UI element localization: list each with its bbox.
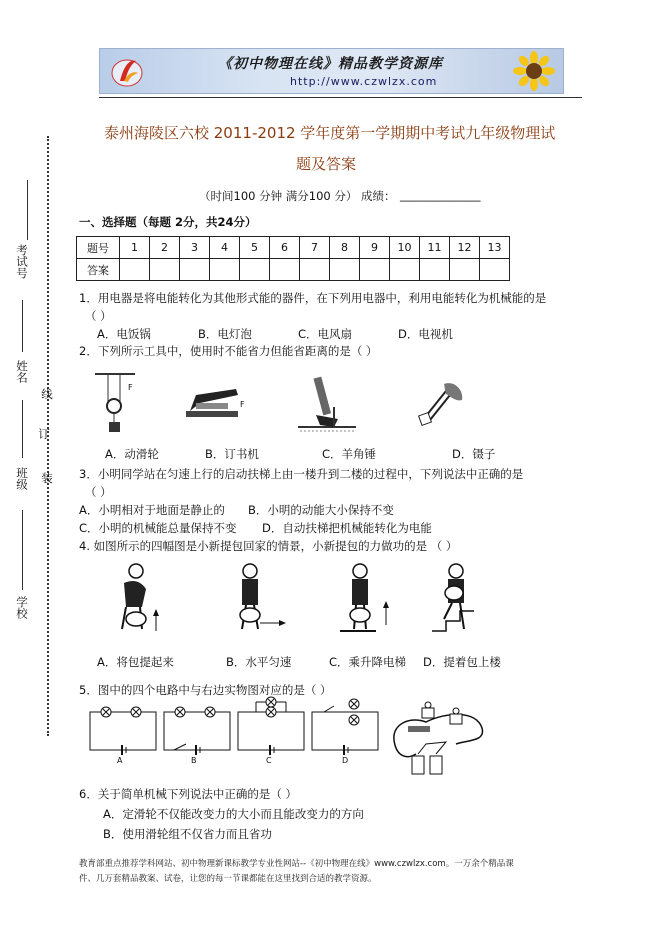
q3-option-b: B．小明的动能大小保持不变 [248,503,394,517]
q3-option-c: C．小明的机械能总量保持不变 [79,521,237,535]
score-blank: ______________ [400,188,481,202]
table-cell-number: 5 [240,237,270,259]
q4-option-c: C．乘升降电梯 [329,655,407,669]
answer-cell[interactable] [300,259,330,281]
school-label: 学校 [15,596,29,619]
q3-paren: （ ） [85,485,112,499]
circuit-c-figure [236,700,308,752]
q2-option-a: A．动滑轮 [105,447,159,461]
circuit-label-d: D [342,756,349,765]
q3-stem: 3．小明同学站在匀速上行的启动扶梯上由一楼升到二楼的过程中，下列说法中正确的是 [79,467,524,481]
answer-cell[interactable] [150,259,180,281]
class-label: 班级 [15,467,29,490]
climb-stairs-figure [432,563,488,635]
table-cell-number: 8 [330,237,360,259]
answer-cell[interactable] [120,259,150,281]
q2-pulley-force-label: F [128,383,133,392]
banner-title: 《初中物理在线》精品教学资源库 [218,56,443,72]
q1-option-c: C．电风扇 [298,327,353,341]
q5-stem: 5．图中的四个电路中与右边实物图对应的是（ ） [79,683,332,697]
table-cell-number: 9 [360,237,390,259]
q2-stapler-force-label: F [240,400,245,409]
sunflower-icon [511,51,557,91]
answer-table [76,236,510,281]
q6-option-a: A．定滑轮不仅能改变力的大小而且能改变力的方向 [103,807,364,821]
stapler-figure [186,385,242,421]
answer-cell[interactable] [330,259,360,281]
q2-option-b: B．订书机 [205,447,259,461]
q4-option-a: A．将包提起来 [97,655,174,669]
q4-option-b: B．水平匀速 [226,655,292,669]
table-cell-number: 13 [480,237,510,259]
movable-pulley-figure [95,370,135,440]
class-blank-line [22,400,23,458]
circuit-b-figure [162,706,234,752]
answer-cell[interactable] [480,259,510,281]
name-label: 姓名 [15,360,29,383]
site-logo-icon [110,53,144,89]
table-header-label: 题号 [77,237,120,259]
footer-line2: 件、几万套精品教案、试卷，让您的每一节课都能在这里找到合适的教学资源。 [79,874,377,884]
tweezers-figure [416,380,466,428]
q2-option-c: C．羊角锤 [322,447,377,461]
header-rule [99,97,582,98]
q4-stem: 4. 如图所示的四幅图是小新提包回家的情景，小新提包的力做功的是 （ ） [79,539,458,553]
banner-url[interactable]: http://www.czwlzx.com [290,75,438,88]
seal-ding-char: 订 [37,428,51,440]
table-cell-number: 7 [300,237,330,259]
q2-option-d: D．镊子 [452,447,496,461]
answer-cell[interactable] [240,259,270,281]
q1-paren: （ ） [85,309,112,323]
section-heading: 一、选择题（每题 2分，共24分） [79,215,257,229]
q4-option-d: D．提着包上楼 [423,655,501,669]
table-row-answers [77,259,510,281]
table-cell-number: 2 [150,237,180,259]
seal-line-char: 线 [40,388,54,400]
table-cell-number: 4 [210,237,240,259]
circuit-label-a: A [117,756,123,765]
answer-cell[interactable] [210,259,240,281]
walk-horizontal-figure [230,563,288,635]
page-title: 泰州海陵区六校 2011-2012 学年度第一学期期中考试九年级物理试 [104,124,556,142]
answer-cell[interactable] [420,259,450,281]
q1-option-b: B．电灯泡 [198,327,252,341]
answer-cell[interactable] [270,259,300,281]
q3-option-d: D．自动扶梯把机械能转化为电能 [262,521,432,535]
seal-zhuang-char: 装 [40,472,54,484]
table-answer-label: 答案 [77,259,120,281]
table-cell-number: 11 [420,237,450,259]
q3-option-a: A．小明相对于地面是静止的 [79,503,225,517]
q2-stem: 2．下列所示工具中，使用时不能省力但能省距离的是（ ） [79,344,378,358]
circuit-d-figure [310,700,382,752]
q1-option-a: A．电饭锅 [97,327,151,341]
table-row-numbers [77,237,510,259]
table-cell-number: 12 [450,237,480,259]
q6-stem: 6．关于简单机械下列说法中正确的是（ ） [79,787,297,801]
answer-cell[interactable] [180,259,210,281]
elevator-figure [340,563,396,635]
name-blank-line [22,300,23,352]
claw-hammer-figure [298,375,356,433]
answer-cell[interactable] [450,259,480,281]
q6-option-b: B．使用滑轮组不仅省力而且省功 [103,827,272,841]
circuit-label-b: B [191,756,197,765]
page-title-line2: 题及答案 [296,155,357,173]
table-cell-number: 6 [270,237,300,259]
lift-bag-figure [112,563,162,635]
header-banner [99,48,564,94]
school-blank-line [22,510,23,590]
circuit-a-figure [88,706,160,752]
circuit-label-c: C [266,756,272,765]
footer-line1: 教育部重点推荐学科网站、初中物理新课标教学专业性网站--《初中物理在线》www.czwlzx.com。一万余个精品课 [79,859,514,869]
q1-stem: 1．用电器是将电能转化为其他形式能的器件，在下列用电器中，利用电能转化为机械能的是 [79,291,547,305]
answer-cell[interactable] [390,259,420,281]
physical-circuit-figure [386,700,490,776]
exam-no-label: 考试号 [15,244,29,279]
table-cell-number: 3 [180,237,210,259]
exam-info: （时间100 分钟 满分100 分） 成绩： [199,189,396,203]
answer-cell[interactable] [360,259,390,281]
q1-option-d: D．电视机 [398,327,453,341]
table-cell-number: 1 [120,237,150,259]
table-cell-number: 10 [390,237,420,259]
